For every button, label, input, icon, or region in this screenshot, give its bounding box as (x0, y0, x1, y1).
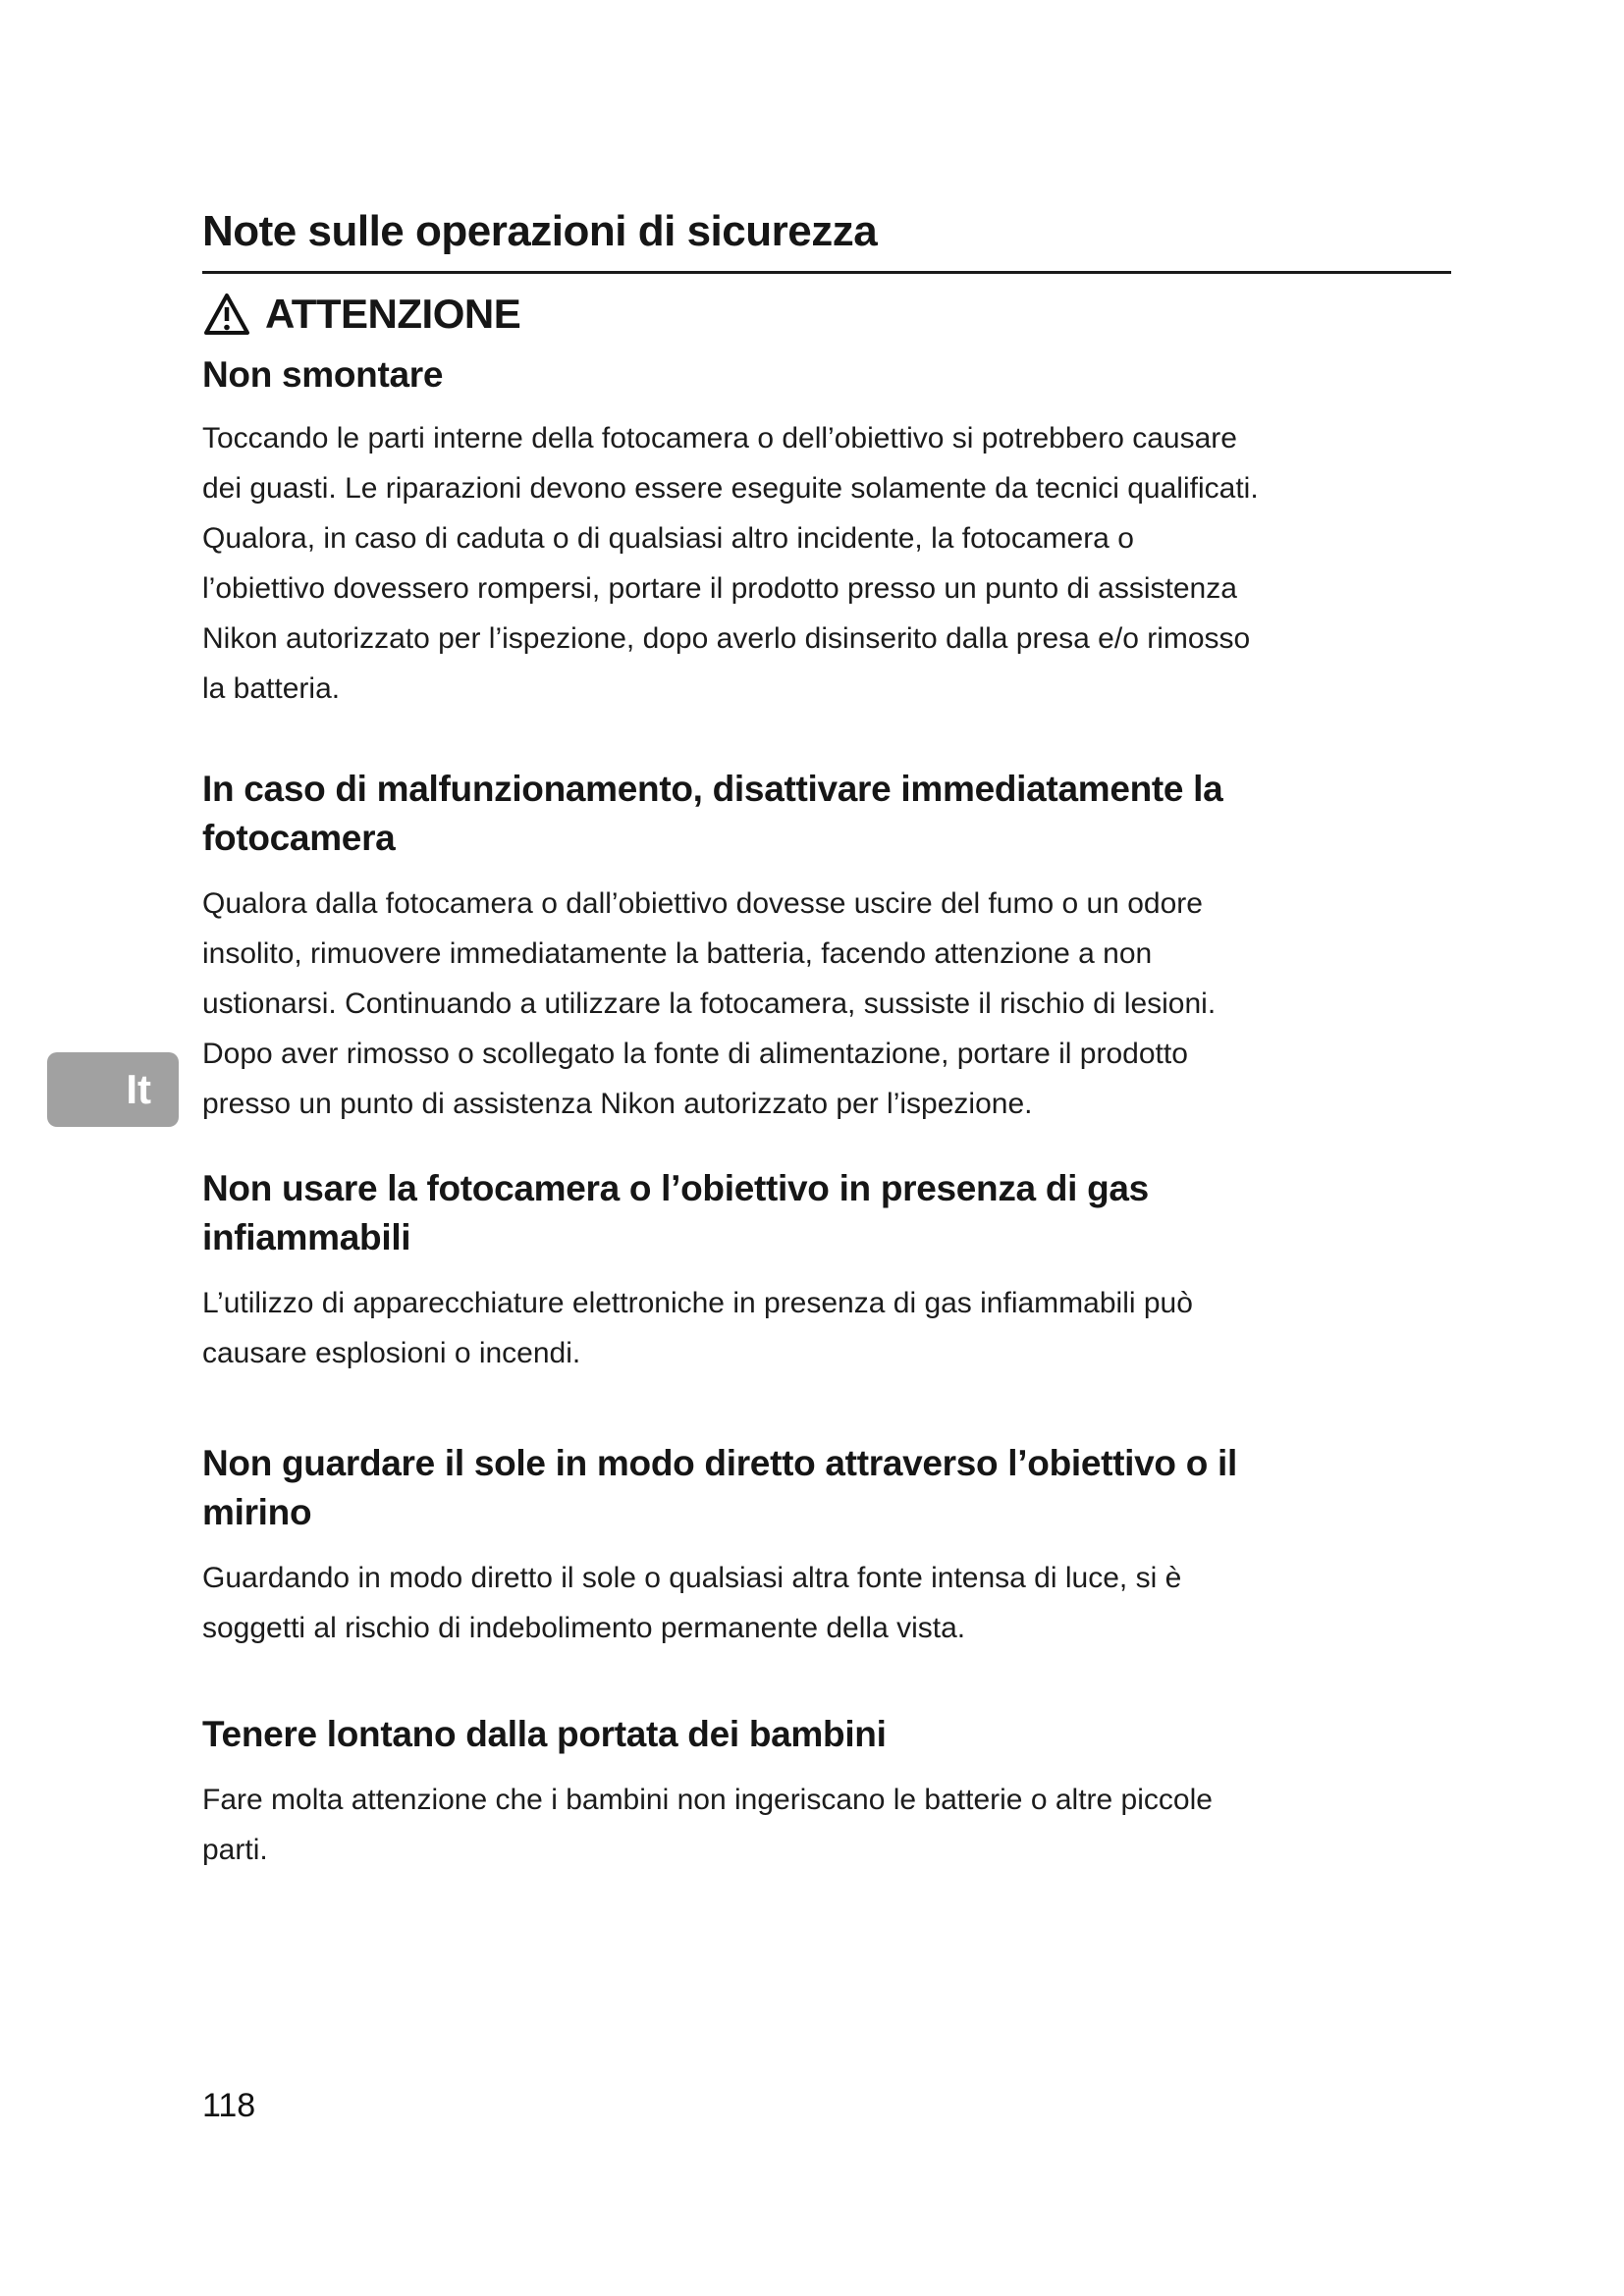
section-heading-line: fotocamera (202, 818, 396, 858)
section-heading-line: Non smontare (202, 354, 444, 395)
section-heading-line: In caso di malfunzionamento, disattivare immediatamente la (202, 769, 1223, 809)
section-paragraph (202, 1278, 1451, 1378)
section-heading-line: Tenere lontano dalla portata dei bambini (202, 1714, 887, 1754)
section-paragraph (202, 1553, 1451, 1653)
paragraph-line: parti. (202, 1834, 268, 1866)
page-title: Note sulle operazioni di sicurezza (202, 207, 878, 255)
section-paragraph (202, 413, 1451, 714)
page-number: 118 (202, 2087, 256, 2124)
section-heading (202, 350, 1451, 400)
paragraph-line: Guardando in modo diretto il sole o qualsiasi altra fonte intensa di luce, si è (202, 1562, 1182, 1594)
section-heading (202, 1439, 1451, 1537)
paragraph-line: Dopo aver rimosso o scollegato la fonte di alimentazione, portare il prodotto (202, 1038, 1188, 1070)
language-tab-italian (47, 1052, 179, 1127)
paragraph-line: ustionarsi. Continuando a utilizzare la fotocamera, sussiste il rischio di lesioni. (202, 988, 1217, 1020)
paragraph-line: dei guasti. Le riparazioni devono essere eseguite solamente da tecnici qualificati. (202, 472, 1259, 505)
paragraph-line: Toccando le parti interne della fotocamera o dell’obiettivo si potrebbero causare (202, 422, 1237, 454)
section-gas-infiammabili (202, 1164, 1451, 1378)
warning-header (202, 290, 1451, 339)
section-heading (202, 765, 1451, 863)
paragraph-line: Qualora dalla fotocamera o dall’obiettivo dovesse uscire del fumo o un odore (202, 887, 1203, 920)
page-content (202, 0, 1451, 1875)
section-heading-line: Non usare la fotocamera o l’obiettivo in presenza di gas (202, 1168, 1149, 1208)
paragraph-line: Nikon autorizzato per l’ispezione, dopo averlo disinserito dalla presa e/o rimosso (202, 622, 1251, 655)
paragraph-line: la batteria. (202, 672, 341, 705)
section-heading-line: infiammabili (202, 1217, 411, 1257)
language-tab-label: It (126, 1066, 151, 1112)
paragraph-line: soggetti al rischio di indebolimento permanente della vista. (202, 1612, 966, 1644)
paragraph-line: Fare molta attenzione che i bambini non ingeriscano le batterie o altre piccole (202, 1784, 1213, 1816)
warning-triangle-icon (202, 292, 251, 337)
paragraph-line: L’utilizzo di apparecchiature elettroniche in presenza di gas infiammabili può (202, 1287, 1193, 1319)
section-heading-line: Non guardare il sole in modo diretto attraverso l’obiettivo o il (202, 1443, 1237, 1483)
section-paragraph (202, 1775, 1451, 1875)
section-heading (202, 1164, 1451, 1262)
section-malfunzionamento (202, 765, 1451, 1129)
section-heading (202, 1710, 1451, 1759)
paragraph-line: insolito, rimuovere immediatamente la batteria, facendo attenzione a non (202, 937, 1153, 970)
section-heading-line: mirino (202, 1492, 312, 1532)
warning-label: ATTENZIONE (265, 291, 521, 337)
paragraph-line: Qualora, in caso di caduta o di qualsiasi altro incidente, la fotocamera o (202, 522, 1134, 555)
section-bambini (202, 1710, 1451, 1875)
section-paragraph (202, 879, 1451, 1129)
section-non-guardare-sole (202, 1439, 1451, 1653)
paragraph-line: causare esplosioni o incendi. (202, 1337, 581, 1369)
section-non-smontare (202, 350, 1451, 714)
title-underline (202, 271, 1451, 274)
paragraph-line: l’obiettivo dovessero rompersi, portare il prodotto presso un punto di assistenza (202, 572, 1237, 605)
paragraph-line: presso un punto di assistenza Nikon autorizzato per l’ispezione. (202, 1088, 1033, 1120)
